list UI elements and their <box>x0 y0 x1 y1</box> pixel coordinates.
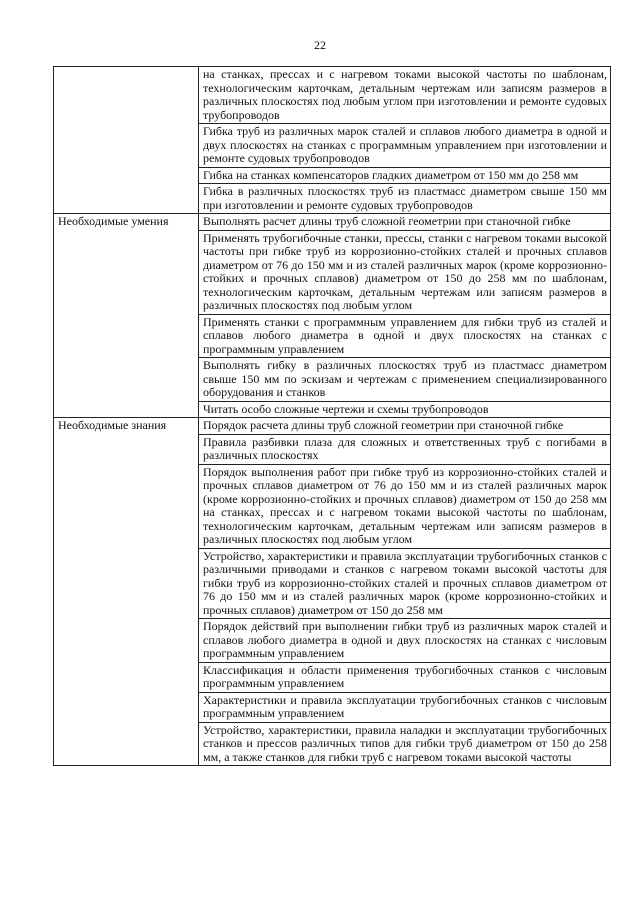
row-text-cell: Порядок расчета длины труб сложной геометрии при станочной гибке <box>199 418 611 435</box>
row-text-cell: Гибка в различных плоскостях труб из пластмасс диаметром свыше 150 мм при изготовлении и ремонте судовых трубопроводов <box>199 184 611 214</box>
row-text-cell: Устройство, характеристики, правила наладки и эксплуатации трубогибочных станков и прессов различных типов для гибки труб диаметром от 150 до 258 мм, а также станков для гибки труб с нагревом токами высокой частоты <box>199 722 611 766</box>
row-text-cell: Применять трубогибочные станки, прессы, станки с нагревом токами высокой частоты при гибке труб из коррозионно-стойких сталей и прочных сплавов диаметром от 76 до 150 мм и из сталей различных марок (кроме коррозионно-стойких и прочных сплавов) диаметром от 150 до 258 мм по шаблонам, технологическим карточкам, детальным чертежам или записям размеров в различных плоскостях под любым углом <box>199 230 611 314</box>
table-row <box>54 214 611 231</box>
competency-table <box>53 66 611 766</box>
table-row <box>54 67 611 124</box>
row-text-cell: на станках, прессах и с нагревом токами высокой частоты по шаблонам, технологическим карточкам, детальным чертежам или записям размеров в различных плоскостях под любым углом при изготовлении и ремонте судовых трубопроводов <box>199 67 611 124</box>
row-text-cell: Применять станки с программным управлением для гибки труб из сталей и сплавов любого диаметра в одной и двух плоскостях на станках с программным управлением <box>199 314 611 358</box>
row-text-cell: Читать особо сложные чертежи и схемы трубопроводов <box>199 401 611 418</box>
row-text-cell: Устройство, характеристики и правила эксплуатации трубогибочных станков с различными приводами и станков с нагревом токами высокой частоты для гибки труб из коррозионно-стойких сталей и прочных сплавов диаметром от 76 до 150 мм и из сталей различных марок (кроме коррозионно-стойких и прочных сплавов) диаметром от 150 до 258 мм <box>199 548 611 619</box>
section-label-knowledge: Необходимые знания <box>54 418 199 766</box>
row-text-cell: Выполнять гибку в различных плоскостях труб из пластмасс диаметром свыше 150 мм по эскизам и чертежам с применением специализированного оборудования и станков <box>199 358 611 402</box>
row-text-cell: Порядок действий при выполнении гибки труб из различных марок сталей и сплавов любого диаметра в одной и двух плоскостях на станках с числовым программным управлением <box>199 619 611 663</box>
row-text-cell: Выполнять расчет длины труб сложной геометрии при станочной гибке <box>199 214 611 231</box>
table-row <box>54 418 611 435</box>
row-text-cell: Характеристики и правила эксплуатации трубогибочных станков с числовым программным управлением <box>199 692 611 722</box>
row-text-cell: Гибка на станках компенсаторов гладких диаметром от 150 мм до 258 мм <box>199 167 611 184</box>
row-text-cell: Правила разбивки плаза для сложных и ответственных труб с погибами в различных плоскостях <box>199 434 611 464</box>
row-text-cell: Классификация и области применения трубогибочных станков с числовым программным управлением <box>199 662 611 692</box>
row-text-cell: Гибка труб из различных марок сталей и сплавов любого диаметра в одной и двух плоскостях на станках с программным управлением при изготовлении и ремонте судовых трубопроводов <box>199 124 611 168</box>
page-number: 22 <box>314 38 326 52</box>
row-text-cell: Порядок выполнения работ при гибке труб из коррозионно-стойких сталей и прочных сплавов диаметром от 76 до 150 мм и из сталей различных марок (кроме коррозионно-стойких и прочных сплавов) диаметром от 150 до 258 мм на станках, прессах и с нагревом токами высокой частоты по шаблонам, технологическим карточкам, детальным чертежам или записям размеров в различных плоскостях под любым углом <box>199 464 611 548</box>
row-label-cell <box>54 67 199 214</box>
section-label-skills: Необходимые умения <box>54 214 199 418</box>
